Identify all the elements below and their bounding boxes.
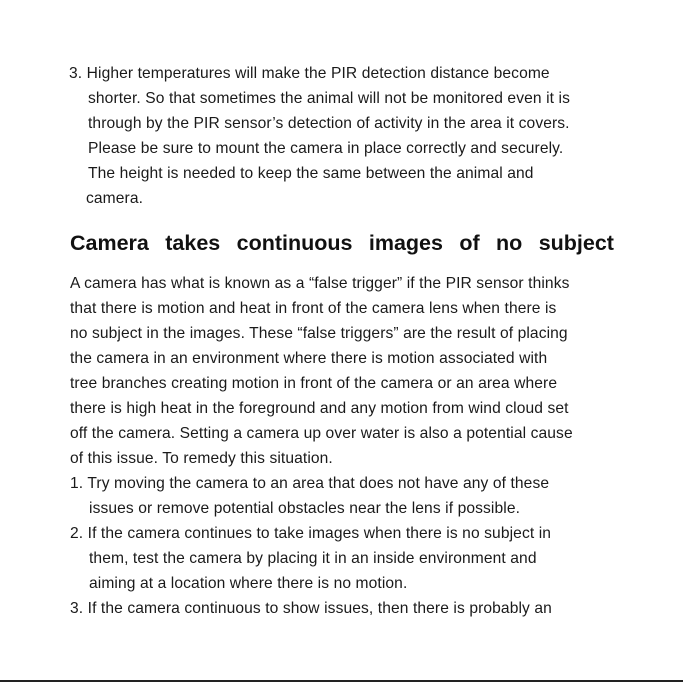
heading-word: images bbox=[368, 231, 443, 255]
step-line: issues or remove potential obstacles near the lens if possible. bbox=[89, 500, 521, 517]
step-line: them, test the camera by placing it in an inside environment and bbox=[89, 550, 537, 567]
list-item-line: The height is needed to keep the same between the animal and bbox=[88, 165, 534, 182]
list-item-line: shorter. So that sometimes the animal will not be monitored even it is bbox=[88, 90, 570, 107]
heading-word: no bbox=[496, 231, 523, 255]
list-item-line: Please be sure to mount the camera in place correctly and securely. bbox=[88, 140, 564, 157]
heading-word: subject bbox=[538, 231, 614, 255]
step-line: 3. If the camera continuous to show issues, then there is probably an bbox=[70, 600, 552, 617]
page-bottom-rule bbox=[0, 680, 683, 682]
paragraph-line: that there is motion and heat in front of the camera lens when there is bbox=[70, 300, 557, 317]
paragraph-line: off the camera. Setting a camera up over water is also a potential cause bbox=[70, 425, 573, 442]
heading-word: takes bbox=[165, 231, 221, 255]
heading-word: Camera bbox=[70, 231, 149, 255]
paragraph-line: A camera has what is known as a “false trigger” if the PIR sensor thinks bbox=[70, 275, 570, 292]
heading-word: of bbox=[459, 231, 480, 255]
section-heading bbox=[70, 228, 614, 258]
heading-word: continuous bbox=[236, 231, 353, 255]
paragraph-line: of this issue. To remedy this situation. bbox=[70, 450, 333, 467]
paragraph-line: the camera in an environment where there is motion associated with bbox=[70, 350, 548, 367]
step-line: 1. Try moving the camera to an area that does not have any of these bbox=[70, 475, 550, 492]
list-item-line: camera. bbox=[86, 190, 144, 207]
step-line: aiming at a location where there is no motion. bbox=[89, 575, 408, 592]
list-item-line: through by the PIR sensor’s detection of activity in the area it covers. bbox=[88, 115, 570, 132]
paragraph-line: there is high heat in the foreground and any motion from wind cloud set bbox=[70, 400, 569, 417]
paragraph-line: no subject in the images. These “false triggers” are the result of placing bbox=[70, 325, 568, 342]
step-line: 2. If the camera continues to take images when there is no subject in bbox=[70, 525, 552, 542]
list-item-line: 3. Higher temperatures will make the PIR detection distance become bbox=[69, 65, 550, 82]
paragraph-line: tree branches creating motion in front of the camera or an area where bbox=[70, 375, 558, 392]
